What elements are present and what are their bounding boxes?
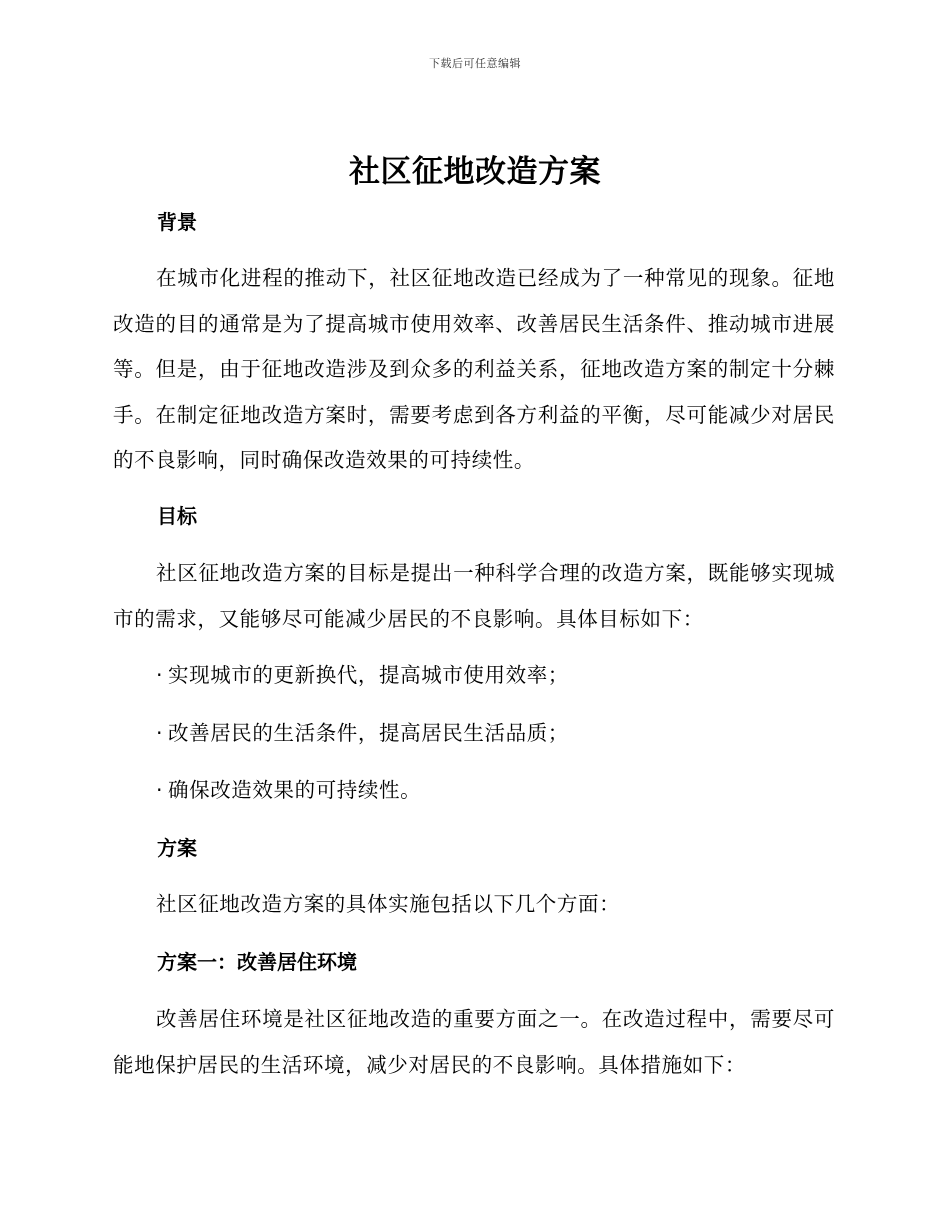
bullet-item	[156, 719, 569, 747]
bullet-item	[156, 661, 569, 689]
paragraph-plan-one: 改善居住环境是社区征地改造的重要方面之一。在改造过程中，需要尽可能地保护居民的生活环境，减少对居民的不良影响。具体措施如下：	[113, 1007, 835, 1077]
bullet-marker: ·	[156, 721, 164, 745]
header-note: 下载后可任意编辑	[429, 57, 521, 70]
bullet-marker: ·	[156, 663, 164, 687]
bullet-marker: ·	[156, 778, 164, 802]
paragraph-plan: 社区征地改造方案的具体实施包括以下几个方面：	[156, 892, 621, 916]
section-heading-goals: 目标	[157, 504, 197, 528]
section-heading-background: 背景	[157, 210, 197, 234]
bullet-text: 改善居民的生活条件，提高居民生活品质；	[168, 721, 569, 745]
bullet-item	[156, 776, 421, 804]
sub-heading-plan-one: 方案一：改善居住环境	[157, 950, 357, 974]
paragraph-goals: 社区征地改造方案的目标是提出一种科学合理的改造方案，既能够实现城市的需求，又能够尽可能减少居民的不良影响。具体目标如下：	[113, 561, 835, 631]
paragraph-background: 在城市化进程的推动下，社区征地改造已经成为了一种常见的现象。征地改造的目的通常是为了提高城市使用效率、改善居民生活条件、推动城市进展等。但是，由于征地改造涉及到众多的利益关系，征地改造方案的制定十分棘手。在制定征地改造方案时，需要考虑到各方利益的平衡，尽可能减少对居民的不良影响，同时确保改造效果的可持续性。	[113, 266, 835, 472]
bullet-text: 实现城市的更新换代，提高城市使用效率；	[168, 663, 569, 687]
document-title: 社区征地改造方案	[349, 154, 601, 190]
bullet-text: 确保改造效果的可持续性。	[168, 778, 422, 802]
section-heading-plan: 方案	[157, 836, 197, 860]
